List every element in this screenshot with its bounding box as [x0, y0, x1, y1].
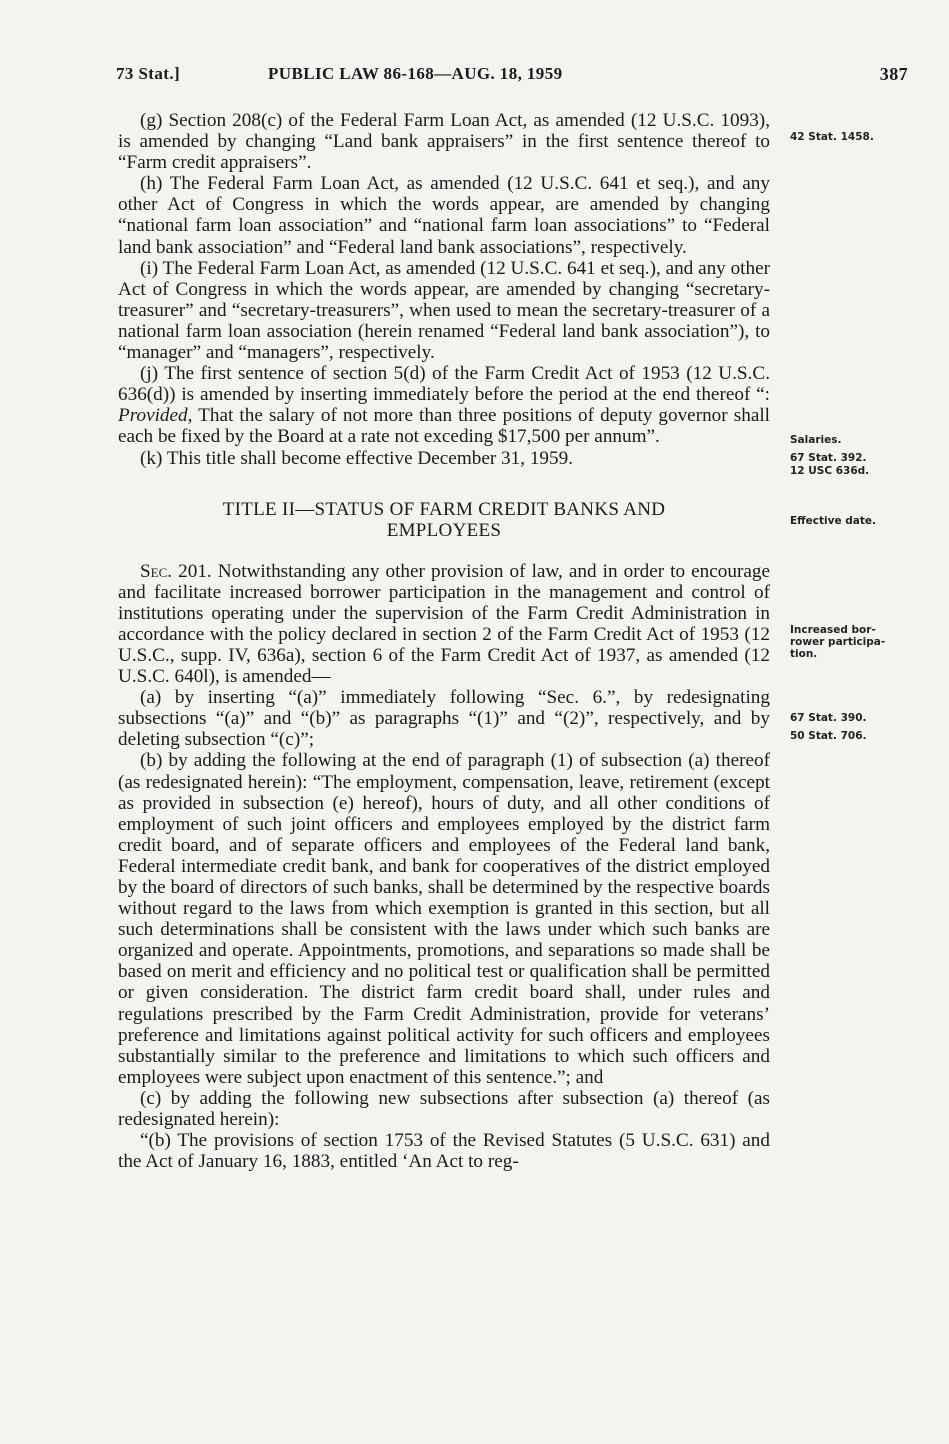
paragraph-j-text-end: , That the salary of not more than three positions of deputy governor shall each be fixed by the Board at a rate not exceding $17,500 per annum”. — [118, 405, 770, 448]
paragraph-h: (h) The Federal Farm Loan Act, as amended (12 U.S.C. 641 et seq.), and any other Act of Congress in which the words appear, are amended by changing “national farm loan association” and “national farm loan associations” to “Federal land bank association” and “Federal land bank associations”, respectively. — [118, 173, 770, 258]
margin-note: Effective date. — [790, 515, 876, 527]
margin-note: 67 Stat. 390. — [790, 712, 867, 724]
amendment-b: (b) by adding the following at the end of paragraph (1) of subsection (a) thereof (as redesignated herein): “The employment, compensation, leave, retirement (except as provided in subsection (e) hereof), hours of duty, and all other conditions of employment of such joint officers and employees employed by the district farm credit board, and of separate officers and employees of the Federal land bank, Federal intermediate credit bank, and bank for cooperatives of the district employed by the board of directors of such banks, shall be determined by the respective boards without regard to the laws from which exemption is granted in this section, but all such determinations shall be consistent with the laws under which such banks are organized and operate. Appointments, promotions, and separations so made shall be based on merit and efficiency and no political test or qualification shall be permitted or given consideration. The district farm credit board shall, under rules and regulations prescribed by the Farm Credit Administration, provide for veterans’ preference and limitations against political activity for such officers and employees substantially similar to the preference and limitations to which such officers and employees were subject upon enactment of this sentence.”; and — [118, 750, 770, 1088]
paragraph-i: (i) The Federal Farm Loan Act, as amended (12 U.S.C. 641 et seq.), and any other Act of Congress in which the words appear, are amended by changing “secretary-treasurer” and “secretary-treasurers”, when used to mean the secretary-treasurer of a national farm loan association (herein renamed “Federal land bank association”), to “manager” and “managers”, respectively. — [118, 257, 771, 364]
title-heading — [118, 499, 770, 541]
paragraph-j — [118, 363, 770, 447]
paragraph-k: (k) This title shall become effective December 31, 1959. — [140, 447, 573, 469]
quoted-subsection-b: “(b) The provisions of section 1753 of the Revised Statutes (5 U.S.C. 631) and the Act of January 16, 1883, entitled ‘An Act to reg- — [118, 1130, 770, 1173]
section-201-text: Notwithstanding any other provision of law, and in order to encourage and facilitate increased borrower participation in the management and control of institutions operating under the supervision of the Farm Credit Administration in accordance with the policy declared in section 2 of the Farm Credit Act of 1953 (12 U.S.C., supp. IV, 636a), section 6 of the Farm Credit Act of 1937, as amended (12 U.S.C. 640l), is amended— — [118, 560, 770, 688]
document-body — [118, 110, 770, 1172]
margin-note: 42 Stat. 1458. — [790, 131, 874, 143]
amendment-c: (c) by adding the following new subsections after subsection (a) thereof (as redesignated herein): — [118, 1087, 770, 1131]
title-line-2: EMPLOYEES — [386, 519, 502, 541]
running-title: PUBLIC LAW 86-168—AUG. 18, 1959 — [268, 64, 563, 83]
margin-note: 50 Stat. 706. — [790, 730, 867, 742]
section-label: Sec. 201. — [140, 560, 212, 582]
margin-note: Increased bor- — [790, 624, 876, 636]
title-line-1: TITLE II—STATUS OF FARM CREDIT BANKS AND — [222, 498, 666, 520]
page-header — [108, 64, 908, 92]
section-201 — [118, 561, 770, 688]
provided-term: Provided — [118, 405, 188, 427]
margin-note: rower participa- — [790, 636, 886, 648]
margin-note: tion. — [790, 648, 818, 660]
page-number: 387 — [879, 64, 908, 84]
stat-reference: 73 Stat.] — [116, 64, 181, 83]
amendment-a: (a) by inserting “(a)” immediately following “Sec. 6.”, by redesignating subsections “(a)” and “(b)” as paragraphs “(1)” and “(2)”, respectively, and by deleting subsection “(c)”; — [118, 687, 770, 751]
margin-note: Salaries. — [790, 434, 842, 446]
margin-note: 12 USC 636d. — [790, 465, 870, 477]
paragraph-j-text: (j) The first sentence of section 5(d) of the Farm Credit Act of 1953 (12 U.S.C. 636(d)) is amended by inserting immediately before the period at the end thereof “: — [118, 363, 770, 406]
paragraph-g: (g) Section 208(c) of the Federal Farm Loan Act, as amended (12 U.S.C. 1093), is amended by changing “Land bank appraisers” in the first sentence thereof to “Farm credit appraisers”. — [118, 110, 770, 174]
margin-note: 67 Stat. 392. — [790, 452, 867, 464]
